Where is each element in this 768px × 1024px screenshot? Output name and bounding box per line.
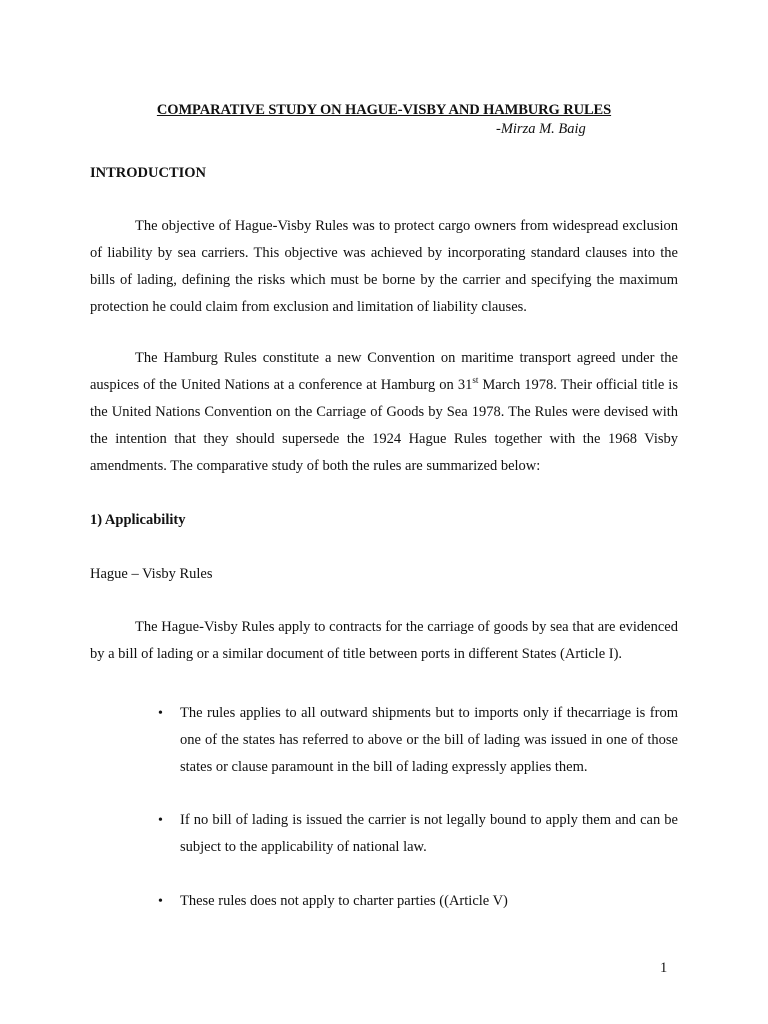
bullet-icon: • (158, 706, 163, 721)
author-line: -Mirza M. Baig (496, 121, 586, 137)
intro-paragraph-1-text: The objective of Hague-Visby Rules was to protect cargo owners from widespread exclusion of liability by sea carriers. This objective was achieved by incorporating standard clauses into the bills of lading, defining the risks which must be borne by the carrier and specifying the maximum protection he could claim from exclusion and limitation of liability clauses. (90, 218, 678, 315)
introduction-heading: INTRODUCTION (90, 165, 207, 181)
list-item-text: The rules applies to all outward shipments but to imports only if thecarriage is from one of the states has referred to above or the bill of lading was issued in one of those states or clause paramount in the bill of lading expressly applies them. (180, 705, 678, 775)
intro-paragraph-2-text-a: The Hamburg Rules constitute a new Convention on maritime transport agreed under the auspices of the United Nations at a conference at Hamburg on 31 (90, 350, 678, 393)
list-item (158, 888, 678, 915)
hague-visby-paragraph-text: The Hague-Visby Rules apply to contracts for the carriage of goods by sea that are evidenced by a bill of lading or a similar document of title between ports in different States (Article I). (90, 619, 678, 662)
list-item (158, 700, 678, 781)
intro-paragraph-2 (90, 345, 678, 480)
hague-visby-subheading: Hague – Visby Rules (90, 566, 213, 582)
bullet-icon: • (158, 894, 163, 909)
list-item-text: These rules does not apply to charter parties ((Article V) (180, 893, 508, 909)
list-item-text: If no bill of lading is issued the carrier is not legally bound to apply them and can be subject to the applicability of national law. (180, 812, 678, 855)
list-item (158, 807, 678, 861)
page-number: 1 (660, 960, 668, 976)
bullet-icon: • (158, 813, 163, 828)
document-title: COMPARATIVE STUDY ON HAGUE-VISBY AND HAMBURG RULES (156, 102, 612, 118)
hague-visby-paragraph (90, 614, 678, 668)
ordinal-superscript: st (472, 375, 479, 386)
intro-paragraph-1 (90, 213, 678, 321)
section-applicability-heading: 1) Applicability (90, 512, 186, 528)
intro-paragraph-2-text-b: March 1978. Their official title is the United Nations Convention on the Carriage of Goods by Sea 1978. The Rules were devised with the intention that they should supersede the 1924 Hague Rules together with the 1968 Visby amendments. The comparative study of both the rules are summarized below: (90, 377, 678, 474)
